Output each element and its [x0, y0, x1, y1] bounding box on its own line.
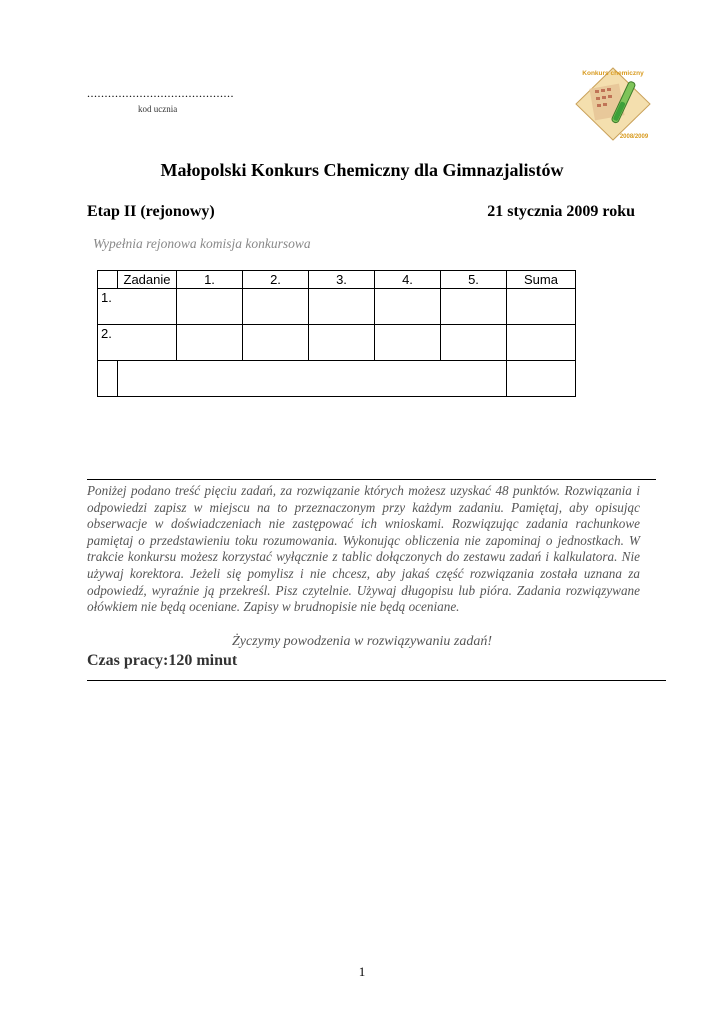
score-cell[interactable] [375, 325, 441, 361]
score-cell[interactable] [243, 289, 309, 325]
stage-label: Etap II (rejonowy) [87, 203, 215, 220]
total-cell[interactable] [507, 361, 576, 397]
score-cell[interactable] [309, 325, 375, 361]
score-cell[interactable] [507, 325, 576, 361]
good-luck-text: Życzymy powodzenia w rozwiązywaniu zadań! [231, 634, 493, 649]
divider-top [87, 479, 656, 480]
score-cell[interactable] [309, 289, 375, 325]
exam-date: 21 stycznia 2009 roku [487, 203, 635, 220]
score-cell[interactable] [441, 289, 507, 325]
header-zadanie: Zadanie [118, 271, 177, 289]
page-number: 1 [358, 964, 366, 979]
score-cell[interactable] [441, 325, 507, 361]
row-label-2: 2. [98, 325, 177, 361]
score-cell[interactable] [177, 289, 243, 325]
score-table [97, 270, 576, 397]
header-task-3: 3. [309, 271, 375, 289]
score-cell[interactable] [177, 325, 243, 361]
table-row [98, 289, 576, 325]
header-task-5: 5. [441, 271, 507, 289]
commission-note: Wypełnia rejonowa komisja konkursowa [93, 236, 311, 251]
student-code-dots: .......................................... [87, 86, 234, 100]
divider-bottom [87, 680, 666, 681]
score-cell[interactable] [375, 289, 441, 325]
row-label-1: 1. [98, 289, 177, 325]
svg-text:Konkurs chemiczny: Konkurs chemiczny [582, 70, 644, 77]
page-title: Małopolski Konkurs Chemiczny dla Gimnazjalistów [160, 160, 564, 180]
work-time: Czas pracy:120 minut [87, 652, 238, 669]
header-task-1: 1. [177, 271, 243, 289]
contest-logo [574, 64, 652, 142]
table-row [98, 361, 576, 397]
table-row [98, 325, 576, 361]
header-sum: Suma [507, 271, 576, 289]
score-table-header [98, 271, 576, 289]
signature-corner-cell [98, 361, 118, 397]
header-task-4: 4. [375, 271, 441, 289]
instructions-text: Poniżej podano treść pięciu zadań, za rozwiązanie których możesz uzyskać 48 punktów. Rozwiązania i odpowiedzi zapisz w miejscu na to przeznaczonym przy każdym zadaniu. Pamiętaj, aby opisując obserwacje w doświadczeniach nie zastępować ich wnioskami. Rozwiązując zadania rachunkowe pamiętaj o przedstawieniu toku rozumowania. Wykonując obliczenia nie zapominaj o jednostkach. W trakcie konkursu możesz korzystać wyłącznie z tablic dołączonych do zestawu zadań i kalkulatora. Nie używaj korektora. Jeżeli się pomylisz i nie chcesz, aby jakaś część rozwiązania została uznana za odpowiedź, wyraźnie ją przekreśl. Pisz czytelnie. Używaj długopisu lub pióra. Zadania rozwiązywane ołówkiem nie będą oceniane. Zapisy w brudnopisie nie będą oceniane. [87, 483, 640, 615]
header-task-2: 2. [243, 271, 309, 289]
corner-cell [98, 271, 118, 289]
svg-text:2008/2009: 2008/2009 [619, 134, 649, 140]
score-cell[interactable] [507, 289, 576, 325]
score-cell[interactable] [243, 325, 309, 361]
signature-cell[interactable] [118, 361, 507, 397]
student-code-label: kod ucznia [138, 104, 178, 114]
